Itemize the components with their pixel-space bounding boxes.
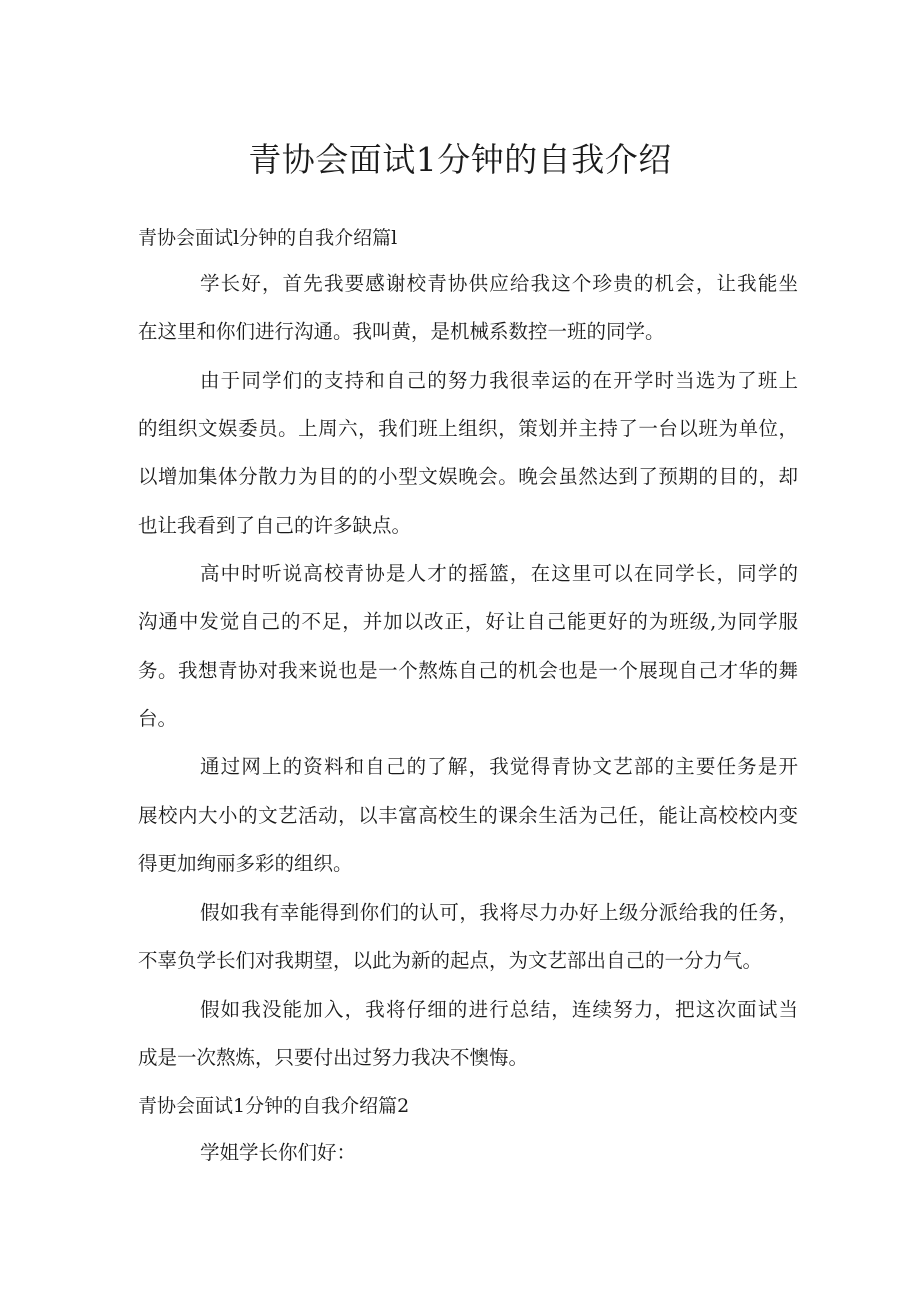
paragraph-line: 通过网上的资料和自己的了解，我觉得青协文艺部的主要任务是开 — [200, 755, 798, 778]
paragraph-line: 务。我想青协对我来说也是一个熬炼自己的机会也是一个展现自己才华的舞 — [138, 659, 798, 682]
paragraph-line: 不辜负学长们对我期望，以此为新的起点，为文艺部出自己的一分力气。 — [138, 949, 763, 972]
section-heading-1: 青协会面试l分钟的自我介绍篇l — [138, 227, 398, 249]
paragraph-line: 台。 — [138, 707, 178, 730]
paragraph-line: 学长好，首先我要感谢校青协供应给我这个珍贵的机会，让我能坐 — [200, 272, 798, 295]
paragraph-line: 成是一次熬炼，只要付出过努力我决不懊悔。 — [138, 1046, 529, 1069]
paragraph-line: 由于同学们的支持和自己的努力我很幸运的在开学时当选为了班上 — [200, 369, 798, 392]
paragraph-line: 假如我没能加入，我将仔细的进行总结，连续努力，把这次面试当 — [200, 998, 798, 1021]
document-title: 青协会面试1分钟的自我介绍 — [248, 140, 672, 179]
paragraph-line: 在这里和你们进行沟通。我叫黄，是机械系数控一班的同学。 — [138, 320, 665, 343]
paragraph-line: 学姐学长你们好： — [200, 1141, 357, 1164]
paragraph-line: 以增加集体分散力为目的的小型文娱晚会。晚会虽然达到了预期的目的，却 — [138, 465, 798, 488]
paragraph-line: 沟通中发觉自己的不足，并加以改正，好让自己能更好的为班级,为同学服 — [138, 610, 798, 633]
paragraph-line: 的组织文娱委员。上周六，我们班上组织，策划并主持了一台以班为单位， — [138, 417, 798, 440]
paragraph-line: 假如我有幸能得到你们的认可，我将尽力办好上级分派给我的任务， — [200, 901, 798, 924]
paragraph-line: 得更加绚丽多彩的组织。 — [138, 852, 353, 875]
paragraph-line: 高中时听说高校青协是人才的摇篮，在这里可以在同学长，同学的 — [200, 562, 798, 585]
paragraph-line: 展校内大小的文艺活动，以丰富高校生的课余生活为己任，能让高校校内变 — [138, 804, 798, 827]
paragraph-line: 也让我看到了自己的许多缺点。 — [138, 514, 412, 537]
section-heading-2: 青协会面试1分钟的自我介绍篇2 — [138, 1095, 410, 1117]
